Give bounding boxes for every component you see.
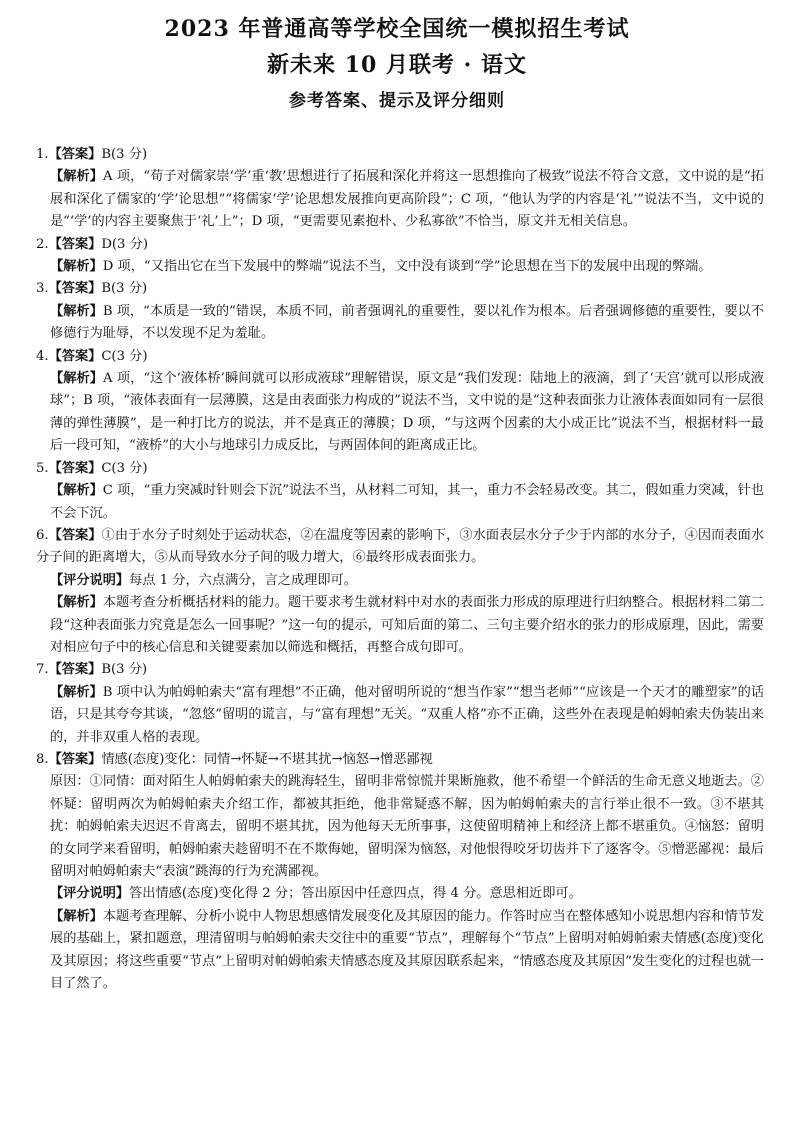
answer-text: C(3 分): [101, 348, 148, 364]
answer-text: B(3 分): [101, 281, 148, 297]
analysis-text: A 项，“荀子对儒家崇‘学’重‘教’思想进行了拓展和深化并将这一思想推向了极致”说法不符合文意，文中说的是“拓展和深化了儒家的‘学’论思想”“将儒家‘学’论思想发展推向更高阶段”；C 项，“他认为学的内容是‘礼’”说法不当，文中说的是“‘学’的内容主要聚焦于‘礼’上”；D 项，“更需要见素抱朴、少私寡欲”不恰当，原文并无相关信息。: [50, 169, 764, 230]
question-number: 7.: [36, 662, 49, 678]
analysis-label: 【解析】: [50, 483, 103, 499]
answer-text: D(3 分): [101, 236, 148, 252]
answer-text: C(3 分): [101, 460, 148, 476]
question-number: 3.: [36, 281, 49, 297]
answer-label: 【答案】: [48, 527, 102, 543]
scoring-text: 答出情感(态度)变化得 2 分；答出原因中任意四点，得 4 分。意思相近即可。: [129, 886, 582, 902]
analysis-label: 【解析】: [50, 169, 104, 185]
analysis-label: 【解析】: [50, 371, 104, 387]
analysis-label: 【解析】: [50, 303, 103, 319]
question-item-7: [36, 659, 764, 749]
analysis-text: 本题考查理解、分析小说中人物思想感情发展变化及其原因的能力。作答时应当在整体感知小说思想内容和情节发展的基础上，紧扣题意，理清留明与帕姆帕索夫交往中的重要“节点”，理解每个“节点”上留明对帕姆帕索夫情感(态度)变化及其原因；将这些重要“节点”上留明对帕姆帕索夫情感态度及其原因联系起来，“情感态度及其原因”发生变化的过程也就一目了然了。: [50, 908, 765, 992]
analysis-text: 本题考查分析概括材料的能力。题干要求考生就材料中对水的表面张力形成的原理进行归纳整合。根据材料二第二段“这种表面张力究竟是怎么一回事呢？”这一句的提示，可知后面的第二、三句主要介绍水的张力的形成原理，因此，需要对相应句子中的核心信息和关键要素加以筛选和概括，再整合成句即可。: [50, 595, 765, 655]
exam-subtitle: 新未来 10 月联考 · 语文: [267, 52, 527, 78]
answer-label: 【答案】: [48, 662, 102, 678]
answer-text: B(3 分): [101, 147, 148, 162]
analysis-label: 【解析】: [50, 908, 103, 924]
analysis-text: B 项中认为帕姆帕索夫“富有理想”不正确，他对留明所说的“想当作家”“想当老师”“应该是一个天才的雕塑家”的话语，只是其夸夸其谈，“忽悠”留明的谎言，与“富有理想”无关。“双重人格”亦不正确，这些外在表现是帕姆帕索夫伪装出来的，并非双重人格的表现。: [50, 684, 765, 745]
analysis-label: 【解析】: [50, 259, 103, 275]
question-number: 6.: [36, 527, 49, 543]
scoring-text: 每点 1 分，六点满分，言之成理即可。: [129, 572, 357, 588]
question-item-2: [36, 234, 764, 279]
question-number: 2.: [36, 236, 49, 252]
question-number: 8.: [36, 751, 49, 767]
answer-label: 【答案】: [48, 348, 102, 364]
answer-text: 情感(态度)变化：同情→怀疑→不堪其扰→恼怒→憎恶鄙视: [101, 751, 433, 767]
analysis-text: A 项，“这个‘液体桥’瞬间就可以形成液球”理解错误，原文是“我们发现：陆地上的液滴，到了‘天宫’就可以形成液球”；B 项，“液体表面有一层薄膜，这是由表面张力构成的”说法不当，文中说的是“这种表面张力让液体表面如同有一层很薄的弹性薄膜”，是一种打比方的说法，并不是真正的薄膜；D 项，“与这两个因素的大小成正比”说法不当，根据材料一最后一段可知，“液桥”的大小与地球引力成反比，与两固体间的距离成正比。: [50, 371, 764, 454]
analysis-text: D 项，“又指出它在当下发展中的弊端”说法不当，文中没有谈到“学”论思想在当下的发展中出现的弊端。: [102, 259, 712, 275]
answer-label: 【答案】: [48, 236, 102, 252]
analysis-label: 【解析】: [50, 595, 103, 611]
analysis-label: 【解析】: [50, 684, 103, 700]
answer-text: ①由于水分子时刻处于运动状态，②在温度等因素的影响下，③水面表层水分子少于内部的水分子，④因而表面水分子间的距离增大，⑤从而导致水分子间的吸力增大，⑥最终形成表面张力。: [36, 527, 765, 566]
scoring-label: 【评分说明】: [50, 572, 130, 588]
question-item-8: [36, 749, 764, 995]
answer-label: 【答案】: [48, 460, 102, 476]
question-number: 5.: [36, 460, 49, 476]
answer-label: 【答案】: [48, 147, 102, 162]
question-item-5: [36, 458, 764, 525]
answer-content: [36, 144, 764, 995]
exam-title: 2023 年普通高等学校全国统一模拟招生考试: [164, 16, 630, 42]
scoring-label: 【评分说明】: [50, 886, 130, 902]
question-item-6: [36, 525, 764, 659]
question-item-1: [36, 144, 764, 234]
question-item-3: [36, 278, 764, 345]
question-number: 1.: [36, 147, 49, 162]
analysis-text: B 项，“本质是一致的”错误，本质不同，前者强调礼的重要性，要以礼作为根本。后者强调修德的重要性，要以不修德行为耻辱，不以发现不足为羞耻。: [50, 303, 765, 342]
answer-label: 【答案】: [48, 281, 102, 297]
reason-text: 原因：①同情：面对陌生人帕姆帕索夫的跳海轻生，留明非常惊慌并果断施救，他不希望一个鲜活的生命无意义地逝去。②怀疑：留明两次为帕姆帕索夫介绍工作，都被其拒绝，他非常疑惑不解，因为帕姆帕索夫的言行举止很不一致。③不堪其扰：帕姆帕索夫迟迟不肯离去，留明不堪其扰，因为他每天无所事事，这使留明精神上和经济上都不堪重负。④恼怒：留明的女同学来看留明，帕姆帕索夫趁留明不在不欺侮她，留明深为恼怒，对他恨得咬牙切齿并下了逐客令。⑤憎恶鄙视：最后留明对帕姆帕索夫“表演”跳海的行为充满鄙视。: [50, 774, 764, 879]
answer-label: 【答案】: [48, 751, 102, 767]
section-title: 参考答案、提示及评分细则: [289, 91, 505, 111]
answer-text: B(3 分): [101, 662, 148, 678]
question-item-4: [36, 346, 764, 458]
analysis-text: C 项，“重力突减时针则会下沉”说法不当，从材料二可知，其一，重力不会轻易改变。其二，假如重力突减，针也不会下沉。: [50, 483, 765, 521]
question-number: 4.: [36, 348, 49, 364]
